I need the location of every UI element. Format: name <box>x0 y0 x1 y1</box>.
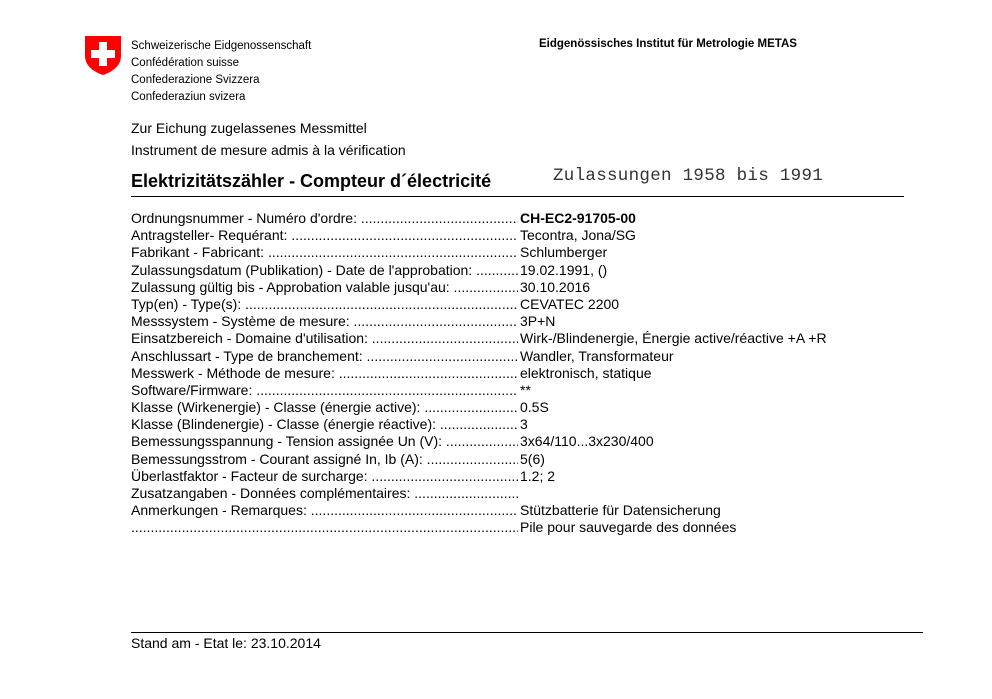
field-value: Pile pour sauvegarde des données <box>520 519 737 536</box>
field-label: Bemessungsstrom - Courant assigné In, Ib (A): ..... <box>131 451 518 468</box>
field-label: Fabrikant - Fabricant: ..... <box>131 244 518 261</box>
field-value: Wandler, Transformateur <box>520 347 674 364</box>
institute-name: Eidgenössisches Institut für Metrologie METAS <box>539 38 797 50</box>
confederation-name-fr: Confédération suisse <box>131 57 240 69</box>
status-date: Stand am - Etat le: 23.10.2014 <box>131 635 321 651</box>
title-divider <box>131 196 904 197</box>
field-value: Schlumberger <box>520 244 608 261</box>
field-label: Klasse (Blindenergie) - Classe (énergie réactive): ..... <box>131 416 518 433</box>
field-label <box>131 519 518 536</box>
field-label: Klasse (Wirkenergie) - Classe (énergie active): ..... <box>131 399 518 416</box>
field-label: Anschlussart - Type de branchement: ..... <box>131 348 518 365</box>
field-value: 3P+N <box>520 313 556 330</box>
confederation-names <box>131 38 311 106</box>
approved-line-de: Zur Eichung zugelassenes Messmittel <box>131 120 367 136</box>
field-label: Antragsteller- Requérant: ..... <box>131 227 518 244</box>
field-label: Anmerkungen - Remarques: ..... <box>131 502 518 519</box>
field-label: Software/Firmware: ..... <box>131 382 518 399</box>
approved-instrument-heading <box>131 117 406 161</box>
document-title: Elektrizitätszähler - Compteur d´électricité <box>131 171 492 191</box>
field-value: 5(6) <box>520 450 545 467</box>
field-label: Zusatzangaben - Données complémentaires: ..... <box>131 485 518 502</box>
field-value: 1.2; 2 <box>520 467 556 484</box>
confederation-name-it: Confederazione Svizzera <box>131 74 260 86</box>
approved-line-fr: Instrument de mesure admis à la vérification <box>131 142 406 158</box>
field-label: Bemessungsspannung - Tension assignée Un (V): ..... <box>131 433 518 450</box>
field-value: Stützbatterie für Datensicherung <box>520 502 721 519</box>
field-value: 0.5S <box>520 399 549 416</box>
swiss-cross-shield-icon <box>82 34 124 76</box>
field-value: Wirk-/Blindenergie, Énergie active/réactive +A +R <box>520 330 827 347</box>
field-value: ** <box>520 381 531 398</box>
field-label: Zulassungsdatum (Publikation) - Date de l'approbation: ..... <box>131 262 518 279</box>
field-label: Typ(en) - Type(s): ..... <box>131 296 518 313</box>
confederation-name-de: Schweizerische Eidgenossenschaft <box>131 40 312 52</box>
field-label: Zulassung gültig bis - Approbation valable jusqu'au: ..... <box>131 279 518 296</box>
field-value: 3x64/110...3x230/400 <box>520 433 654 450</box>
approval-period-stamp: Zulassungen 1958 bis 1991 <box>553 166 824 186</box>
field-label: Einsatzbereich - Domaine d'utilisation: ..... <box>131 330 518 347</box>
field-label: Ordnungsnummer - Numéro d'ordre: ..... <box>131 210 518 227</box>
field-value: 30.10.2016 <box>520 278 591 295</box>
field-label: Überlastfaktor - Facteur de surcharge: ..... <box>131 468 518 485</box>
field-value: elektronisch, statique <box>520 364 652 381</box>
footer-divider <box>131 632 923 633</box>
field-label: Messsystem - Système de mesure: ..... <box>131 313 518 330</box>
field-value: Tecontra, Jona/SG <box>520 227 636 244</box>
field-label: Messwerk - Méthode de mesure: ..... <box>131 365 518 382</box>
field-value: CEVATEC 2200 <box>520 295 620 312</box>
confederation-name-rm: Confederaziun svizera <box>131 91 246 103</box>
field-value: 19.02.1991, () <box>520 261 608 278</box>
field-value: 3 <box>520 416 528 433</box>
field-value: CH-EC2-91705-00 <box>520 210 636 226</box>
